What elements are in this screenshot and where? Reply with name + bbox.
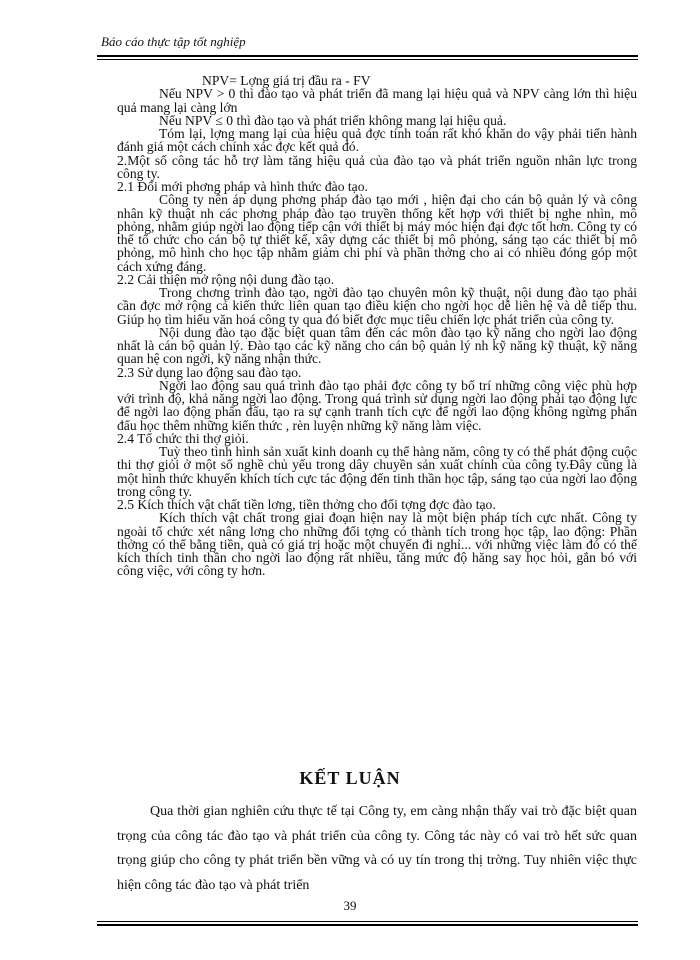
subsection-heading: 2.5 Kích thích vật chất tiền lơng, tiền thởng cho đối tợng đợc đào tạo. bbox=[117, 497, 496, 512]
footer-rule-thick bbox=[97, 924, 638, 926]
subsection-heading: 2.2 Cải thiện mở rộng nội dung đào tạo. bbox=[117, 271, 335, 287]
paragraph: Tóm lại, lợng mang lại của hiệu quả đợc tính toán rất khó khăn do vậy phải tiến hành đánh giá một cách chính xác đợc kết quả đó. bbox=[117, 126, 637, 155]
paragraph: Công ty nên áp dụng phơng pháp đào tạo mới , hiện đại cho cán bộ quản lý và công nhân kỹ thuật nh các phơng pháp đào tạo truyền thống kết hợp với thiết bị nghe nhìn, mô phỏng, nhằm giúp ngời lao động tiếp cận với thiết bị máy móc hiện đại đợc tốt hơn. Công ty có thể tổ chức cho cán bộ tự thiết kế, xây dựng các thiết bị mô phỏng, sáng tạo các thiết bị mô phỏng, mô hình cho học tập nhằm giảm chi phí và phần thởng cho ai có nhiều đóng góp một cách xứng đáng. bbox=[117, 192, 637, 274]
footer-rule-thin bbox=[97, 921, 638, 922]
paragraph: Kích thích vật chất trong giai đoạn hiện nay là một biện pháp tích cực nhất. Công ty ngoài tổ chức xét nâng lơng cho những đối tợng có thành tích trong học tập, lao động: Phần thởng có thể bằng tiền, quà có giá trị hoặc một chuyến đi nghỉ... với những việc làm đó có thể kích thích tinh thần cho ngời lao động rất nhiều, tăng mức độ hăng say học hỏi, gắn bó với công việc, với công ty hơn. bbox=[117, 510, 637, 579]
paragraph: Ngời lao động sau quá trình đào tạo phải đợc công ty bố trí những công việc phù hợp với trình độ, khả năng ngời lao động. Trong quá trình sử dụng ngời lao động phải tạo động lực để ngời lao động phấn đấu, tạo ra sự cạnh tranh tích cực để ngời lao động không ngừng phấn đấu học thêm những kiến thức , rèn luyện những kỹ năng làm việc. bbox=[117, 377, 637, 433]
conclusion-heading: KẾT LUẬN bbox=[299, 768, 401, 788]
header-rule-thick bbox=[97, 55, 638, 57]
paragraph: Nội dung đào tạo đặc biệt quan tâm đến các môn đào tạo kỹ năng cho ngời lao động nhất là cán bộ quản lý. Đào tạo các kỹ năng cho cán bộ quản lý nh kỹ năng kỹ thuật, kỹ năng quan hệ con ngời, kỹ năng nhận thức. bbox=[117, 324, 637, 367]
subsection-heading: 2.4 Tổ chức thi thợ giỏi. bbox=[117, 430, 249, 446]
paragraph: Nếu NPV ≤ 0 thì đào tạo và phát triển không mang lại hiệu quả. bbox=[159, 112, 507, 128]
subsection-heading: 2.3 Sử dụng lao động sau đào tạo. bbox=[117, 364, 302, 380]
conclusion-body bbox=[117, 800, 637, 898]
subsection-heading: 2.1 Đổi mới phơng pháp và hình thức đào tạo. bbox=[117, 179, 368, 194]
header-rule-thin bbox=[97, 59, 638, 60]
npv-formula: NPV= Lợng giá trị đầu ra - FV bbox=[202, 73, 371, 88]
paragraph: Nếu NPV > 0 thì đào tạo và phát triển đã mang lại hiệu quả và NPV càng lớn thì hiệu quả mang lại càng lớn bbox=[117, 86, 637, 115]
report-header: Báo cáo thực tập tốt nghiệp bbox=[101, 34, 246, 49]
conclusion-paragraph: Qua thời gian nghiên cứu thực tế tại Công ty, em càng nhận thấy vai trò đặc biệt quan trọng của công tác đào tạo và phát triển của công ty. Công tác này có vai trò hết sức quan trọng giúp cho công ty phát triển bền vững và có uy tín trong thị trờng. Tuy nhiên việc thực hiện công tác đào tạo và phát triển bbox=[117, 804, 637, 893]
document-body bbox=[117, 74, 637, 578]
page-number: 39 bbox=[343, 898, 357, 913]
section-heading: 2.Một số công tác hỗ trợ làm tăng hiệu quả của đào tạo và phát triển nguồn nhân lực trong công ty. bbox=[117, 152, 637, 181]
paragraph: Tuỳ theo tình hình sản xuất kinh doanh cụ thể hàng năm, công ty có thể phát động cuộc thi thợ giỏi ở một số nghề chủ yếu trong dây chuyền sản xuất chính của công ty.Đây cũng là một hình thức khuyến khích tích cực tác động đến tinh thần học tập, sáng tạo của ngời lao động trong công ty. bbox=[117, 444, 637, 499]
paragraph: Trong chơng trình đào tạo, ngời đào tạo chuyên môn kỹ thuật, nội dung đào tạo phải cần đợc mở rộng cả kiến thức liên quan tạo điều kiện cho ngời học dễ liên hệ và dễ tiếp thu. Giúp họ tìm hiểu văn hoá công ty qua đó biết đợc mục tiêu chiến lợc phát triển của công ty. bbox=[117, 285, 637, 327]
